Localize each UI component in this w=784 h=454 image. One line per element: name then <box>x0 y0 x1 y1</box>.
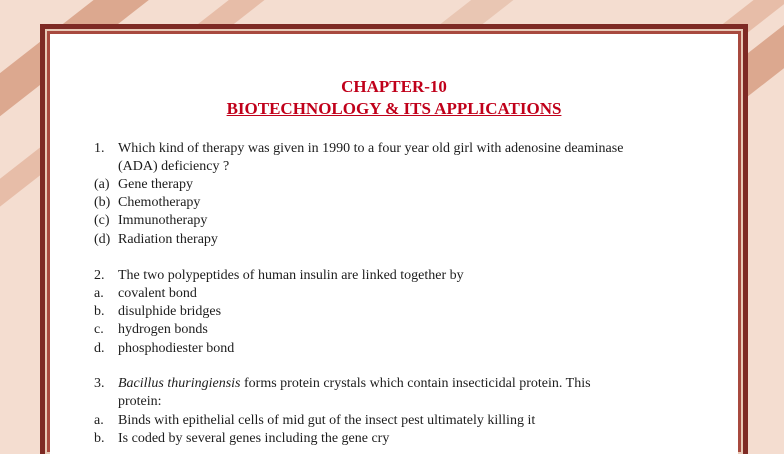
option-d <box>94 340 234 358</box>
question-number: 1. <box>94 141 105 156</box>
option-label: b. <box>94 304 105 319</box>
option-text: Gene therapy <box>118 177 194 192</box>
option-text: phosphodiester bond <box>118 341 235 356</box>
option-text: Chemotherapy <box>118 195 201 210</box>
question-text: The two polypeptides of human insulin are linked together by <box>118 268 464 283</box>
option-b <box>94 303 221 321</box>
option-text: hydrogen bonds <box>118 322 208 337</box>
question-3 <box>94 375 591 393</box>
question-3-cont <box>94 393 162 411</box>
question-number: 3. <box>94 376 105 391</box>
option-text: Binds with epithelial cells of mid gut of the insect pest ultimately killing it <box>118 413 536 428</box>
option-label: (d) <box>94 232 111 247</box>
chapter-subtitle: BIOTECHNOLOGY & ITS APPLICATIONS <box>226 99 562 118</box>
option-label: d. <box>94 341 105 356</box>
option-a <box>94 176 193 194</box>
question-text-cont: protein: <box>118 394 162 409</box>
option-a <box>94 412 535 430</box>
option-text: Is coded by several genes including the gene cry <box>118 431 390 446</box>
option-a <box>94 285 197 303</box>
question-1 <box>94 140 623 158</box>
option-label: c. <box>94 322 104 337</box>
option-b <box>94 194 200 212</box>
option-label: a. <box>94 413 104 428</box>
option-label: a. <box>94 286 104 301</box>
option-c <box>94 321 208 339</box>
chapter-title: CHAPTER-10 <box>341 77 447 96</box>
option-b <box>94 430 389 448</box>
question-text-cont: (ADA) deficiency ? <box>118 159 230 174</box>
question-text: Which kind of therapy was given in 1990 to a four year old girl with adenosine deaminase <box>118 141 624 156</box>
option-text: covalent bond <box>118 286 197 301</box>
question-1-cont <box>94 158 229 176</box>
option-label: b. <box>94 431 105 446</box>
option-label: (a) <box>94 177 110 192</box>
question-number: 2. <box>94 268 105 283</box>
species-name: Bacillus thuringiensis <box>118 376 241 391</box>
option-label: (b) <box>94 195 111 210</box>
option-text: disulphide bridges <box>118 304 222 319</box>
document-page <box>50 34 738 454</box>
question-text: forms protein crystals which contain insecticidal protein. This <box>240 376 591 391</box>
option-text: Radiation therapy <box>118 232 218 247</box>
option-c <box>94 212 207 230</box>
question-2 <box>94 267 464 285</box>
option-d <box>94 231 218 249</box>
option-label: (c) <box>94 213 110 228</box>
option-text: Immunotherapy <box>118 213 208 228</box>
